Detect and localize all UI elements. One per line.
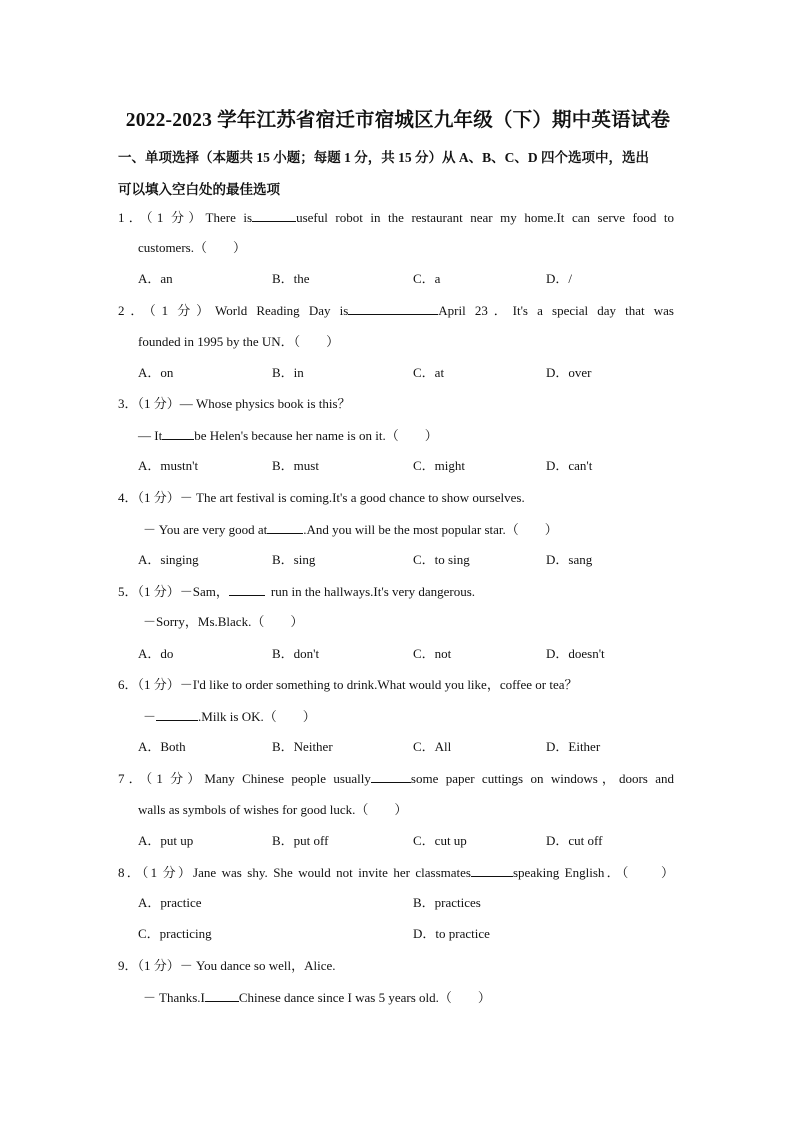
question-7-option-c[interactable]: C．cut up bbox=[413, 833, 467, 848]
question-8-option-b[interactable]: B．practices bbox=[413, 895, 481, 910]
question-5-line2: －Sorry，Ms.Black.（ ） bbox=[143, 614, 304, 629]
question-8-option-c[interactable]: C．practicing bbox=[138, 926, 212, 941]
question-3-option-b[interactable]: B．must bbox=[272, 458, 319, 473]
question-8-option-d[interactable]: D．to practice bbox=[413, 926, 490, 941]
question-4-option-c[interactable]: C．to sing bbox=[413, 552, 470, 567]
question-3-option-c[interactable]: C．might bbox=[413, 458, 466, 473]
answer-blank bbox=[348, 302, 438, 315]
question-3-line1: 3．（1 分）— Whose physics book is this？ bbox=[118, 396, 351, 411]
question-1-line1: 1．（1 分）There is useful robot in the restaurant near my home.It can serve food to bbox=[118, 210, 674, 225]
question-9-line1: 9．（1 分）－ You dance so well，Alice. bbox=[118, 958, 336, 973]
question-6-option-d[interactable]: D．Either bbox=[546, 739, 601, 754]
answer-blank bbox=[205, 989, 239, 1002]
question-5-option-d[interactable]: D．doesn't bbox=[546, 646, 605, 661]
question-8-line1: 8．（1 分）Jane was shy. She would not invite her classmates speaking English．（ ） bbox=[118, 865, 674, 880]
page-title: 2022-2023 学年江苏省宿迁市宿城区九年级（下）期中英语试卷 bbox=[125, 110, 671, 131]
answer-blank bbox=[471, 864, 513, 877]
answer-blank bbox=[371, 770, 411, 783]
question-2-option-d[interactable]: D．over bbox=[546, 365, 592, 380]
question-6-option-c[interactable]: C．All bbox=[413, 739, 452, 754]
answer-blank bbox=[156, 708, 198, 721]
question-5-option-b[interactable]: B．don't bbox=[272, 646, 320, 661]
question-4-line1: 4．（1 分）－ The art festival is coming.It's a good chance to show ourselves. bbox=[118, 490, 525, 505]
question-9-line2: － Thanks.I Chinese dance since I was 5 years old.（ ） bbox=[143, 990, 491, 1005]
question-7-line2: walls as symbols of wishes for good luck.（ ） bbox=[138, 802, 408, 817]
question-2-option-c[interactable]: C．at bbox=[413, 365, 445, 380]
question-6-line1: 6．（1 分）－I'd like to order something to drink.What would you like，coffee or tea？ bbox=[118, 677, 578, 692]
question-6-option-a[interactable]: A．Both bbox=[138, 739, 186, 754]
question-3-option-d[interactable]: D．can't bbox=[546, 458, 593, 473]
question-2-option-b[interactable]: B．in bbox=[272, 365, 304, 380]
question-1-option-b[interactable]: B．the bbox=[272, 271, 310, 286]
question-6-option-b[interactable]: B．Neither bbox=[272, 739, 333, 754]
answer-blank bbox=[267, 521, 303, 534]
question-1-option-c[interactable]: C．a bbox=[413, 271, 441, 286]
question-7-line1: 7．（1 分）Many Chinese people usually some paper cuttings on windows，doors and bbox=[118, 771, 674, 786]
question-7-option-b[interactable]: B．put off bbox=[272, 833, 329, 848]
question-5-option-c[interactable]: C．not bbox=[413, 646, 452, 661]
question-4-option-d[interactable]: D．sang bbox=[546, 552, 593, 567]
answer-blank bbox=[229, 583, 265, 596]
question-7-option-d[interactable]: D．cut off bbox=[546, 833, 603, 848]
question-4-option-b[interactable]: B．sing bbox=[272, 552, 316, 567]
question-1-line2: customers.（ ） bbox=[138, 240, 246, 255]
question-6-line2: － .Milk is OK.（ ） bbox=[143, 709, 316, 724]
question-8-option-a[interactable]: A．practice bbox=[138, 895, 202, 910]
question-1-option-a[interactable]: A．an bbox=[138, 271, 173, 286]
question-7-option-a[interactable]: A．put up bbox=[138, 833, 194, 848]
section-instruction-line1: 一、单项选择（本题共 15 小题；每题 1 分，共 15 分）从 A、B、C、D 四个选项中，选出 bbox=[118, 150, 650, 165]
question-3-line2: — It be Helen's because her name is on it.（ ） bbox=[138, 428, 438, 443]
question-4-line2: － You are very good at .And you will be the most popular star.（ ） bbox=[143, 522, 558, 537]
answer-blank bbox=[252, 209, 296, 222]
question-5-line1: 5．（1 分）－Sam， run in the hallways.It's very dangerous. bbox=[118, 584, 476, 599]
question-2-option-a[interactable]: A．on bbox=[138, 365, 174, 380]
answer-blank bbox=[162, 427, 194, 440]
question-5-option-a[interactable]: A．do bbox=[138, 646, 174, 661]
question-4-option-a[interactable]: A．singing bbox=[138, 552, 199, 567]
question-1-option-d[interactable]: D．/ bbox=[546, 271, 573, 286]
question-2-line2: founded in 1995 by the UN．（ ） bbox=[138, 334, 340, 349]
question-3-option-a[interactable]: A．mustn't bbox=[138, 458, 199, 473]
question-2-line1: 2．（1 分）World Reading Day is April 23．It's a special day that was bbox=[118, 303, 674, 318]
section-instruction-line2: 可以填入空白处的最佳选项 bbox=[118, 182, 280, 197]
